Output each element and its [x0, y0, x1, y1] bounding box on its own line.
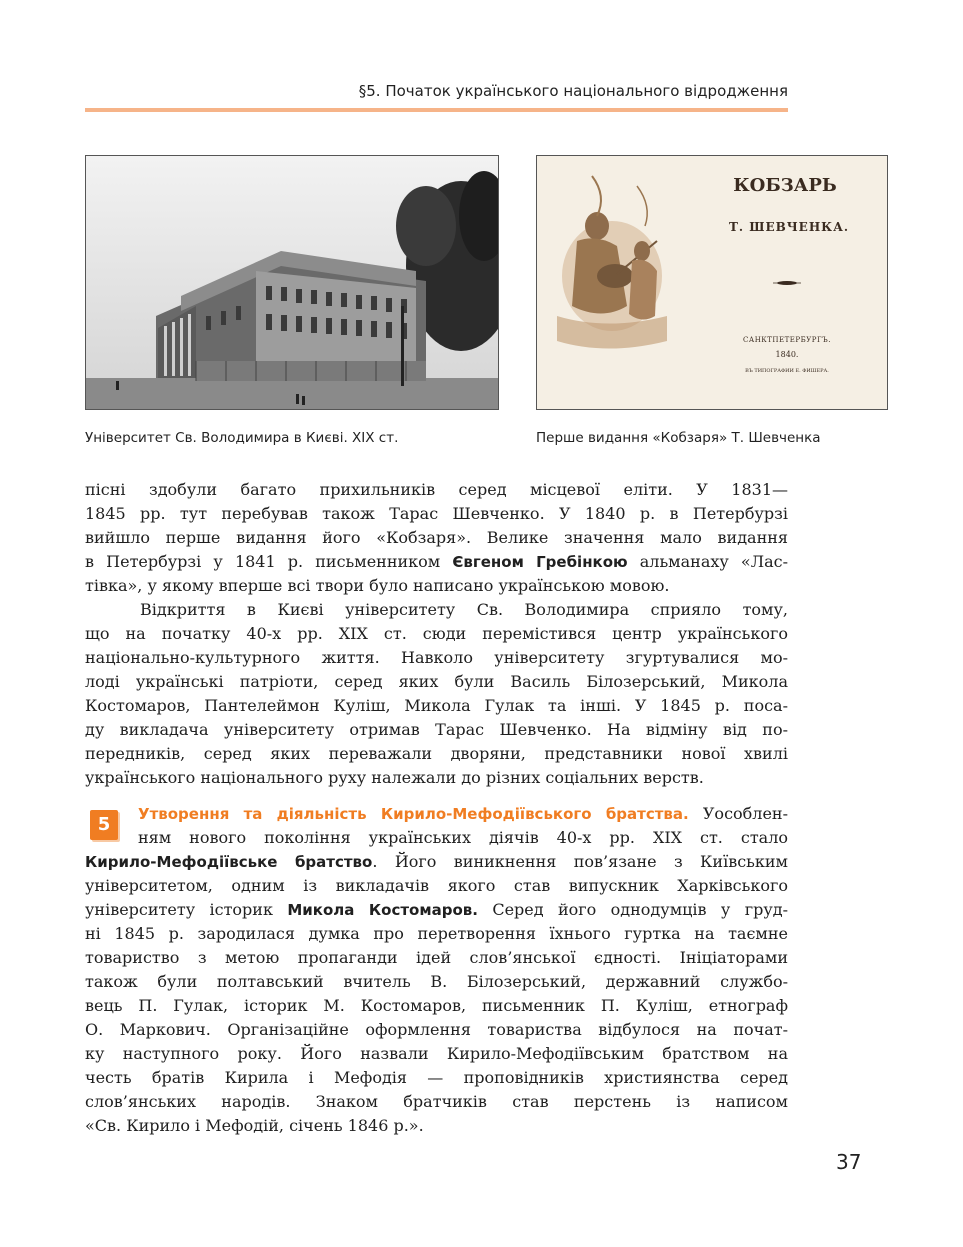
text-line: вийшло перше видання його «Кобзаря». Велике значення мало видання [85, 528, 788, 547]
text-line: що на початку 40-х рр. XIX ст. сюди перемістився центр українського [85, 624, 788, 643]
section-5-paragraph [85, 802, 788, 1138]
university-illustration [86, 156, 498, 409]
book-author: Т. ШЕВЧЕНКА. [728, 220, 850, 234]
text-line [85, 898, 788, 922]
text-line: передників, серед яких переважали дворяни, представники нової хвилі [85, 744, 788, 763]
text-fragment: альманаху «Лас- [627, 552, 788, 571]
text-line: товариство з метою пропаганди ідей слов’янської єдності. Ініціаторами [85, 948, 788, 967]
book-place: САНКТПЕТЕРБУРГЪ. [743, 336, 831, 344]
term-grebinka: Євгеном Гребінкою [452, 553, 628, 571]
text-line: ні 1845 р. зародилася думка про перетворення їхнього гуртка на таємне [85, 924, 788, 943]
text-line: 1845 рр. тут перебував також Тарас Шевченко. У 1840 р. в Петербурзі [85, 504, 788, 523]
text-fragment: Серед його однодумців у груд- [477, 900, 789, 919]
section-title: Утворення та діяльність Кирило-Мефодіївського братства. [138, 805, 689, 823]
text-line: честь братів Кирила і Мефодія — проповідників християнства серед [85, 1068, 788, 1087]
text-line: українського національного руху належали до різних соціальних верств. [85, 768, 704, 787]
kobzar-title-page [536, 155, 888, 410]
text-line: вець П. Гулак, історик М. Костомаров, письменник П. Куліш, етнограф [85, 996, 788, 1015]
text-line: «Св. Кирило і Мефодій, січень 1846 р.». [85, 1116, 424, 1135]
header-rule [85, 108, 788, 112]
text-line: О. Маркович. Організаційне оформлення товариства відбулося на почат- [85, 1020, 788, 1039]
section-number-badge: 5 [90, 810, 118, 840]
text-line: Костомаров, Пантелеймон Куліш, Микола Гулак та інші. У 1845 р. поса- [85, 696, 788, 715]
university-caption: Університет Св. Володимира в Києві. XIX ст. [85, 430, 399, 446]
book-year: 1840. [775, 350, 799, 359]
university-photo [85, 155, 499, 410]
kobzar-illustration [537, 156, 887, 409]
running-title: §5. Початок українського національного відродження [358, 82, 788, 100]
text-line: Відкриття в Києві університету Св. Володимира сприяло тому, [140, 600, 788, 619]
term-brotherhood: Кирило-Мефодіївське братство [85, 853, 373, 871]
paragraph-2 [85, 598, 788, 790]
kobzar-caption: Перше видання «Кобзаря» Т. Шевченка [536, 430, 821, 446]
page-number: 37 [836, 1150, 862, 1174]
text-line: ку наступного року. Його назвали Кирило-Мефодіївським братством на [85, 1044, 788, 1063]
text-line: національно-культурного життя. Навколо університету згуртувалися мо- [85, 648, 788, 667]
text-fragment: в Петербурзі у 1841 р. письменником [85, 552, 453, 571]
term-kostomarov: Микола Костомаров. [287, 901, 478, 919]
text-line: ду викладача університету отримав Тарас Шевченко. На відміну від по- [85, 720, 788, 739]
text-line: пісні здобули багато прихильників серед місцевої еліти. У 1831— [85, 480, 788, 499]
text-line: лоді українські патріоти, серед яких були Василь Білозерський, Микола [85, 672, 788, 691]
text-line [85, 550, 788, 574]
text-fragment: . Його виникнення пов’язане з Київським [372, 852, 788, 871]
book-title: КОБЗАРЬ [733, 175, 837, 196]
text-line: ням нового покоління українських діячів 40-х рр. XIX ст. стало [138, 828, 788, 847]
book-printer: ВЪ ТИПОГРАФИИ Е. ФИШЕРА. [745, 368, 829, 374]
text-line: університетом, одним із викладачів якого став випускник Харківського [85, 876, 788, 895]
text-fragment: університету історик [85, 900, 288, 919]
text-line [85, 850, 788, 874]
text-line: тівка», у якому вперше всі твори було написано українською мовою. [85, 576, 670, 595]
text-line [85, 802, 788, 826]
text-line: слов’янських народів. Знаком братчиків став перстень із написом [85, 1092, 788, 1111]
text-line: також були полтавський вчитель В. Білозерський, державний службо- [85, 972, 788, 991]
paragraph-1 [85, 478, 788, 598]
text-fragment: Уособлен- [688, 804, 788, 823]
